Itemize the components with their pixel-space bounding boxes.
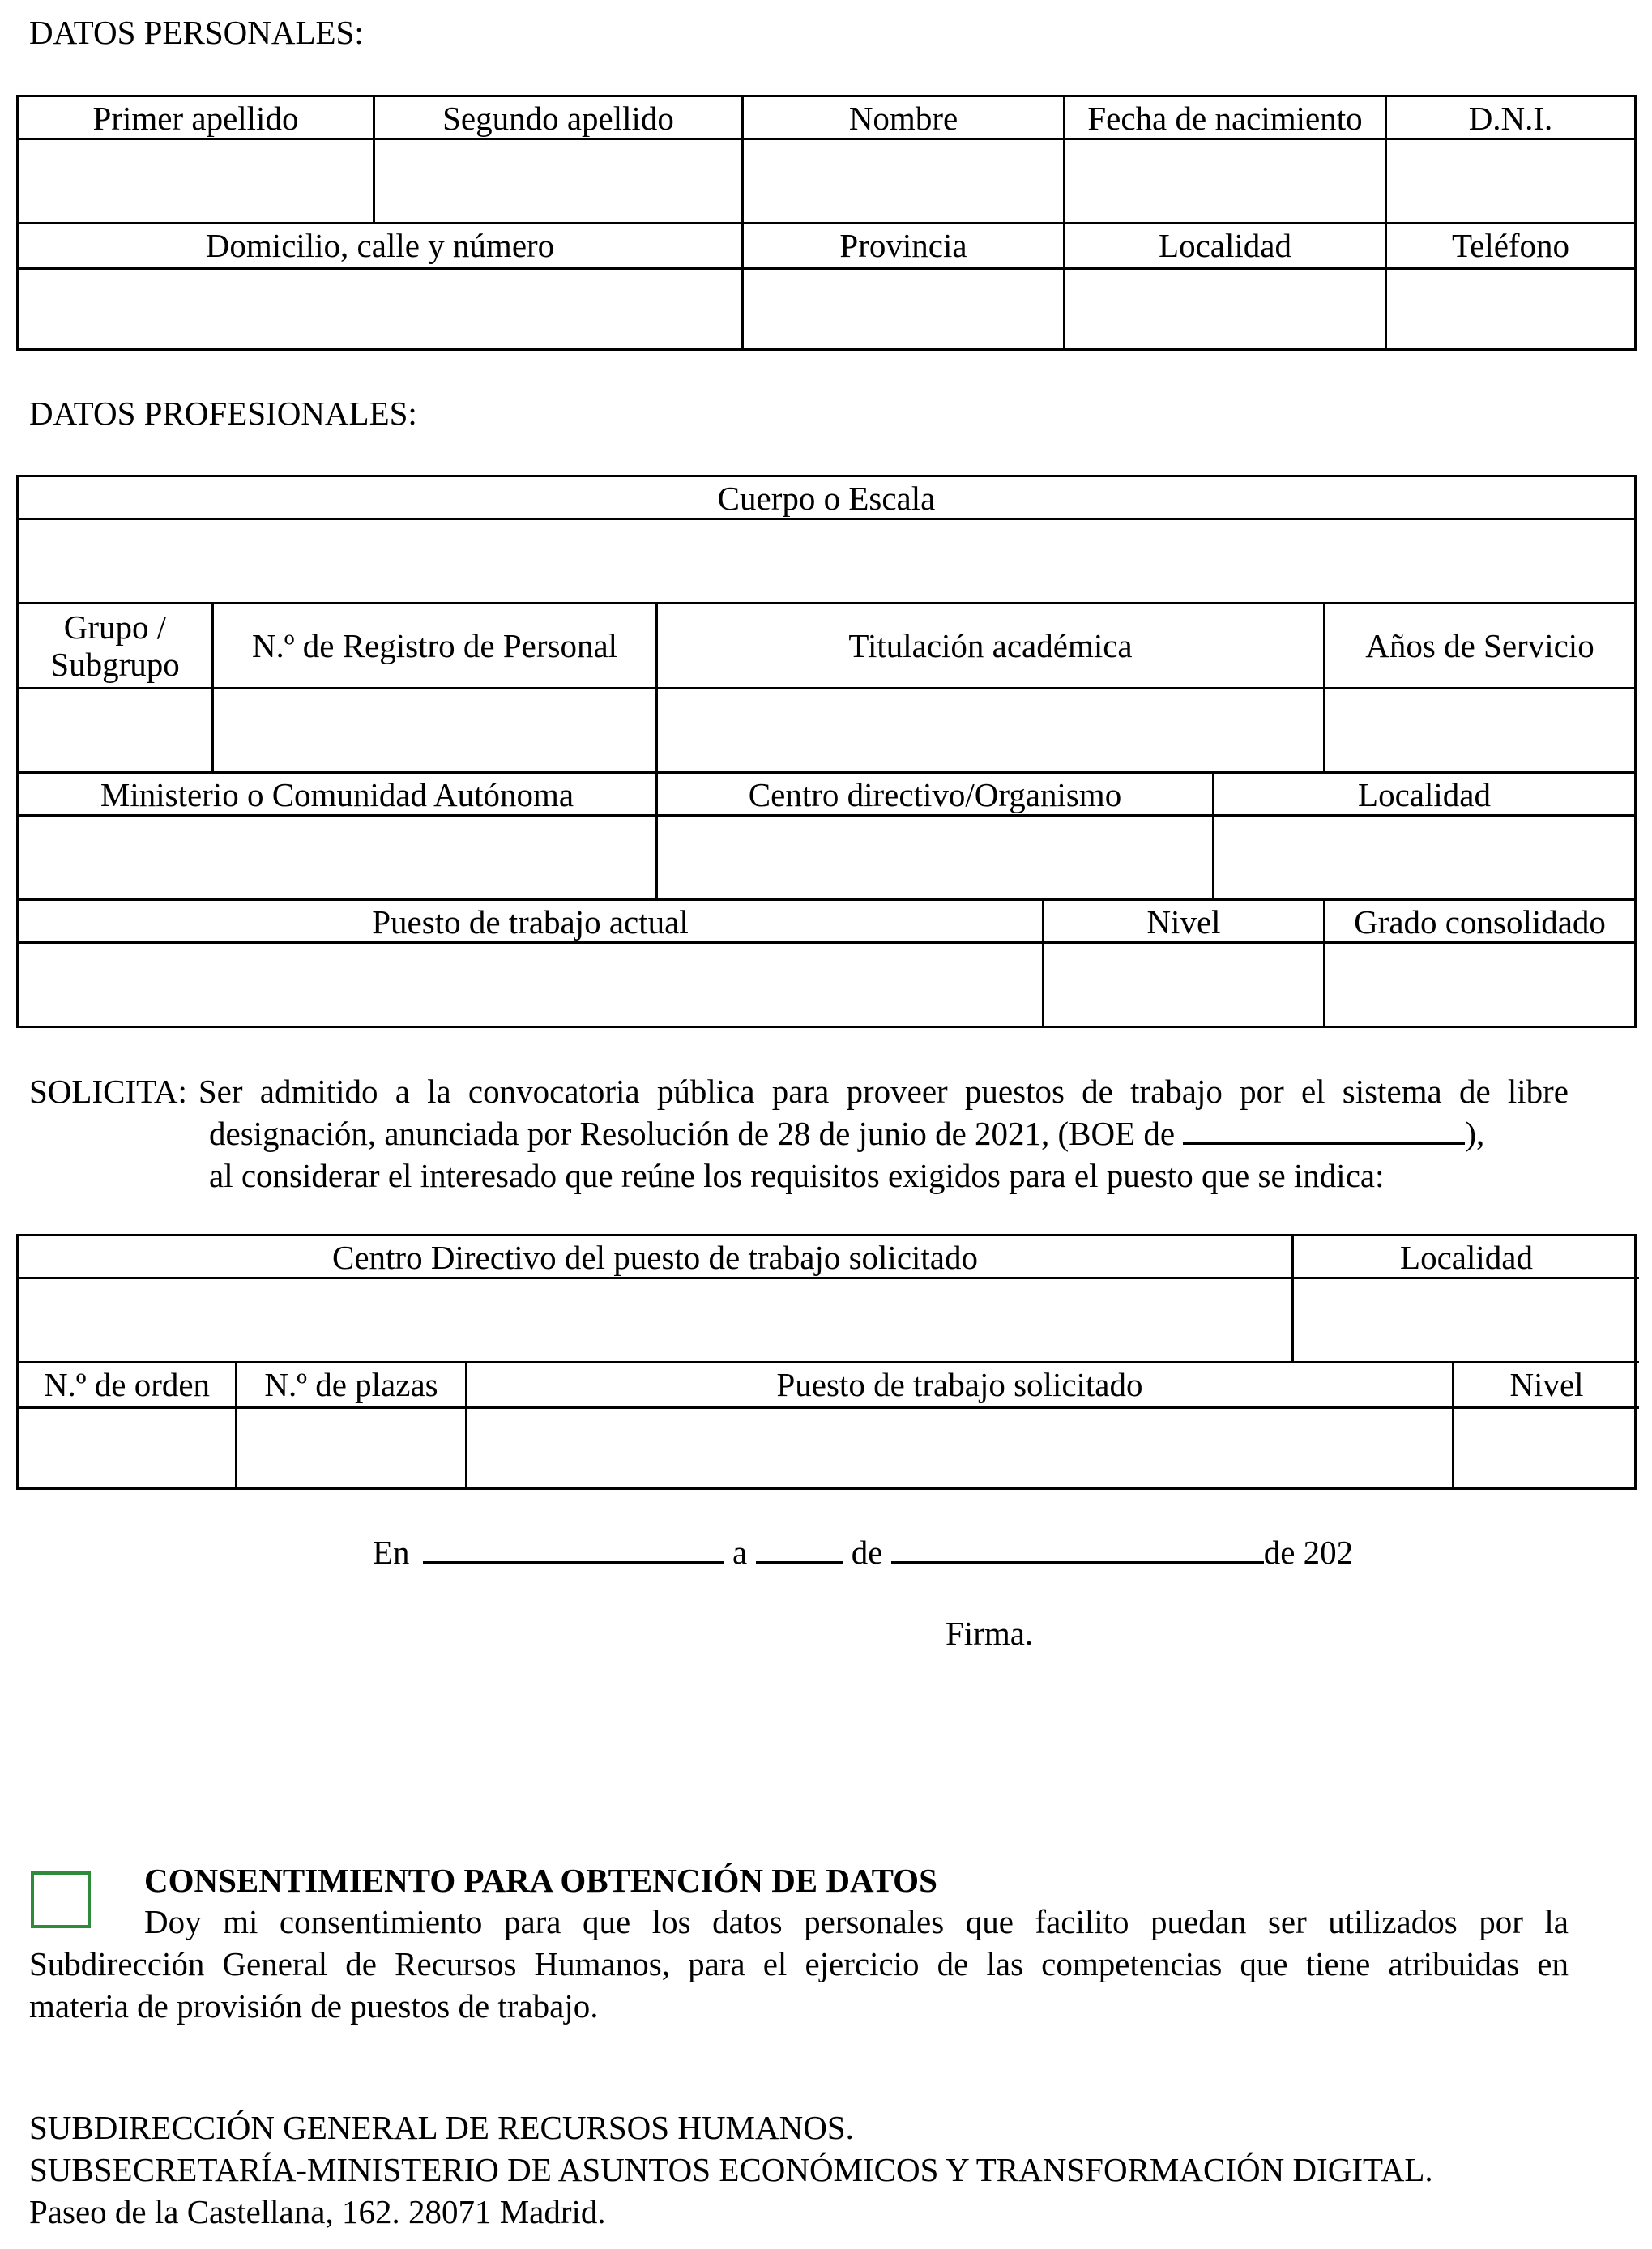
provincia-field[interactable] bbox=[744, 270, 1065, 348]
place-blank[interactable] bbox=[423, 1534, 724, 1564]
puesto-solicitado-header: Puesto de trabajo solicitado bbox=[467, 1363, 1454, 1409]
segundo-apellido-field[interactable] bbox=[375, 140, 744, 224]
primer-apellido-header: Primer apellido bbox=[19, 97, 375, 140]
centro-directivo-field[interactable] bbox=[658, 817, 1214, 901]
dni-field[interactable] bbox=[1387, 140, 1634, 224]
solicita-text-2: designación, anunciada por Resolución de 28 de junio de 2021, (BOE de bbox=[209, 1115, 1184, 1152]
puesto-actual-header: Puesto de trabajo actual bbox=[19, 901, 1044, 944]
personal-data-table bbox=[16, 95, 1637, 351]
professional-data-table bbox=[16, 475, 1637, 1028]
solicita-text-1: Ser admitido a la convocatoria pública para proveer puestos de trabajo por el sistema de libre bbox=[198, 1073, 1569, 1110]
centro-solicitado-header: Centro Directivo del puesto de trabajo solicitado bbox=[19, 1236, 1294, 1279]
firma-label: Firma. bbox=[946, 1615, 1034, 1652]
primer-apellido-field[interactable] bbox=[19, 140, 375, 224]
nivel-solicitado-field[interactable] bbox=[1454, 1409, 1639, 1487]
grupo-label: Grupo / bbox=[63, 608, 167, 646]
a-label: a bbox=[732, 1534, 748, 1571]
anos-servicio-field[interactable] bbox=[1325, 689, 1634, 774]
numero-plazas-header: N.º de plazas bbox=[237, 1363, 467, 1409]
consent-line3: materia de provisión de puestos de trabajo. bbox=[29, 1987, 599, 2025]
localidad-prof-header: Localidad bbox=[1214, 774, 1634, 817]
consent-line1: Doy mi consentimiento para que los datos personales que facilito puedan ser utilizados por la bbox=[144, 1903, 1569, 1940]
requested-position-table bbox=[16, 1234, 1637, 1490]
signature-place-date bbox=[373, 1531, 1353, 1573]
boe-date-blank[interactable] bbox=[1183, 1115, 1465, 1145]
solicita-text-2-end: ), bbox=[1465, 1115, 1485, 1152]
footer-address bbox=[29, 2106, 1569, 2233]
localidad-header: Localidad bbox=[1065, 224, 1387, 270]
anos-servicio-header: Años de Servicio bbox=[1325, 604, 1634, 689]
grupo-subgrupo-header bbox=[19, 604, 214, 689]
numero-orden-field[interactable] bbox=[19, 1409, 237, 1487]
provincia-header: Provincia bbox=[744, 224, 1065, 270]
cuerpo-escala-header: Cuerpo o Escala bbox=[19, 477, 1634, 520]
de-label: de bbox=[851, 1534, 883, 1571]
consent-line2: Subdirección General de Recursos Humanos, para el ejercicio de las competencias que tiene atribuidas en bbox=[29, 1945, 1569, 1982]
centro-solicitado-field[interactable] bbox=[19, 1279, 1294, 1363]
nivel-field[interactable] bbox=[1044, 944, 1325, 1028]
localidad-prof-field[interactable] bbox=[1214, 817, 1634, 901]
telefono-field[interactable] bbox=[1387, 270, 1634, 348]
fecha-nacimiento-header: Fecha de nacimiento bbox=[1065, 97, 1387, 140]
professional-data-heading: DATOS PROFESIONALES: bbox=[29, 395, 417, 432]
domicilio-field[interactable] bbox=[19, 270, 744, 348]
month-blank[interactable] bbox=[891, 1534, 1264, 1564]
consent-title: CONSENTIMIENTO PARA OBTENCIÓN DE DATOS bbox=[144, 1862, 937, 1899]
subgrupo-label: Subgrupo bbox=[50, 646, 180, 683]
puesto-solicitado-field[interactable] bbox=[467, 1409, 1454, 1487]
footer-line1: SUBDIRECCIÓN GENERAL DE RECURSOS HUMANOS. bbox=[29, 2109, 854, 2146]
nombre-field[interactable] bbox=[744, 140, 1065, 224]
solicita-text-3: al considerar el interesado que reúne los requisitos exigidos para el puesto que se indica: bbox=[209, 1157, 1385, 1194]
de-year-label: de 202 bbox=[1263, 1534, 1354, 1571]
cuerpo-escala-field[interactable] bbox=[19, 520, 1634, 604]
nivel-solicitado-header: Nivel bbox=[1454, 1363, 1639, 1409]
titulacion-header: Titulación académica bbox=[658, 604, 1325, 689]
localidad-solicitada-header: Localidad bbox=[1294, 1236, 1639, 1279]
footer-line2: SUBSECRETARÍA-MINISTERIO DE ASUNTOS ECONÓMICOS Y TRANSFORMACIÓN DIGITAL. bbox=[29, 2151, 1433, 2188]
nombre-header: Nombre bbox=[744, 97, 1065, 140]
footer-line3: Paseo de la Castellana, 162. 28071 Madrid. bbox=[29, 2193, 606, 2230]
consent-text bbox=[29, 1901, 1569, 2027]
centro-directivo-header: Centro directivo/Organismo bbox=[658, 774, 1214, 817]
personal-data-heading: DATOS PERSONALES: bbox=[29, 14, 364, 51]
en-label: En bbox=[373, 1534, 410, 1571]
solicita-line2 bbox=[29, 1112, 1569, 1154]
localidad-field[interactable] bbox=[1065, 270, 1387, 348]
solicita-block bbox=[29, 1070, 1569, 1197]
numero-plazas-field[interactable] bbox=[237, 1409, 467, 1487]
grado-consolidado-field[interactable] bbox=[1325, 944, 1634, 1028]
domicilio-header: Domicilio, calle y número bbox=[19, 224, 744, 270]
solicita-line1 bbox=[29, 1070, 1569, 1112]
day-blank[interactable] bbox=[756, 1534, 843, 1564]
telefono-header: Teléfono bbox=[1387, 224, 1634, 270]
titulacion-field[interactable] bbox=[658, 689, 1325, 774]
registro-personal-field[interactable] bbox=[214, 689, 658, 774]
ministerio-field[interactable] bbox=[19, 817, 658, 901]
puesto-actual-field[interactable] bbox=[19, 944, 1044, 1028]
fecha-nacimiento-field[interactable] bbox=[1065, 140, 1387, 224]
nivel-header: Nivel bbox=[1044, 901, 1325, 944]
grupo-subgrupo-field[interactable] bbox=[19, 689, 214, 774]
dni-header: D.N.I. bbox=[1387, 97, 1634, 140]
ministerio-header: Ministerio o Comunidad Autónoma bbox=[19, 774, 658, 817]
segundo-apellido-header: Segundo apellido bbox=[375, 97, 744, 140]
localidad-solicitada-field[interactable] bbox=[1294, 1279, 1639, 1363]
solicita-label: SOLICITA: bbox=[29, 1073, 187, 1110]
grado-consolidado-header: Grado consolidado bbox=[1325, 901, 1634, 944]
numero-orden-header: N.º de orden bbox=[19, 1363, 237, 1409]
registro-personal-header: N.º de Registro de Personal bbox=[214, 604, 658, 689]
